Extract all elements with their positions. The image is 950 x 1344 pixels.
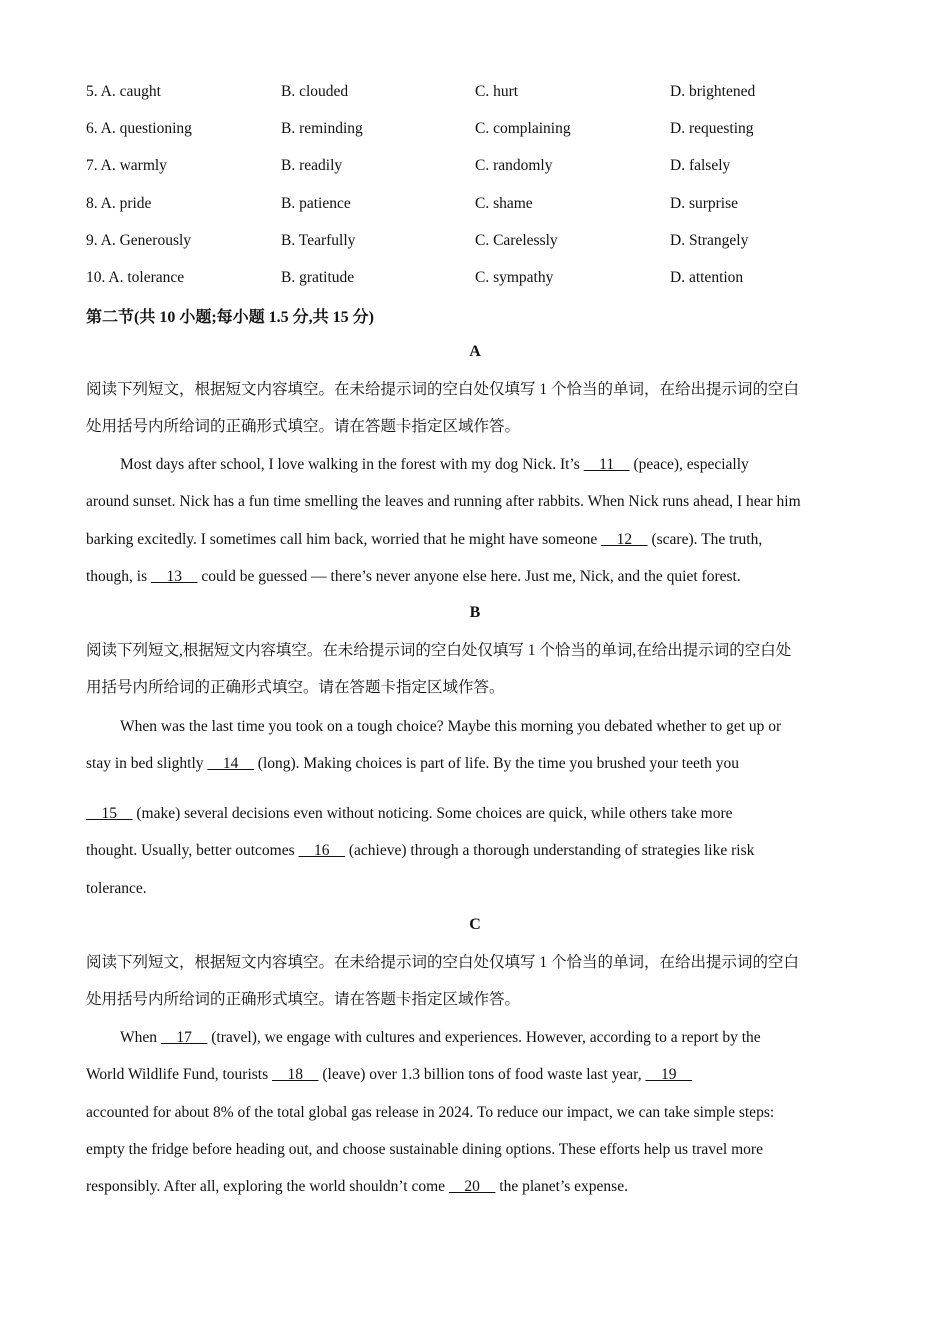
passage-a-instructions (86, 371, 861, 446)
option-b: B. reminding (281, 120, 363, 137)
text-line (86, 1168, 861, 1205)
passage-a-text (86, 446, 861, 595)
option-b: B. readily (281, 157, 343, 174)
passage-a-heading: A (469, 343, 481, 360)
text-line (86, 745, 861, 782)
option-c: C. Carelessly (475, 232, 558, 249)
option-c: C. complaining (475, 120, 571, 137)
option-b: B. clouded (281, 83, 349, 100)
passage-c-instructions (86, 944, 861, 1019)
option-c: C. randomly (475, 157, 553, 174)
option-d: D. attention (670, 269, 744, 286)
text-line (86, 521, 861, 558)
passage-b-text-bottom (86, 795, 861, 907)
option-row-9 (86, 232, 866, 254)
passage-b-text-top (86, 708, 861, 783)
option-d: D. requesting (670, 120, 754, 137)
text-line (86, 1019, 861, 1056)
text: (make) several decisions even without noticing. Some choices are quick, while others take more (132, 805, 733, 822)
text-line (86, 832, 861, 869)
option-c: C. sympathy (475, 269, 554, 286)
option-row-8 (86, 195, 866, 217)
instruction-line: 阅读下列短文，根据短文内容填空。在未给提示词的空白处仅填写 1 个恰当的单词，在给出提示词的空白 (86, 381, 800, 398)
option-row-6 (86, 120, 866, 142)
instruction-line: 阅读下列短文,根据短文内容填空。在未给提示词的空白处仅填写 1 个恰当的单词,在给出提示词的空白处 (86, 642, 792, 659)
text: (scare). The truth, (647, 530, 763, 548)
option-d: D. brightened (670, 83, 756, 100)
text: (achieve) through a thorough understanding of strategies like risk (345, 842, 755, 860)
text: Most days after school, I love walking in the forest with my dog Nick. It’s (120, 456, 584, 473)
text-line: tolerance. (86, 879, 147, 897)
text-line: empty the fridge before heading out, and choose sustainable dining options. These efforts help us travel more (86, 1140, 763, 1158)
option-a: 10. A. tolerance (86, 269, 185, 286)
text: barking excitedly. I sometimes call him back, worried that he might have someone (86, 530, 602, 548)
blank-17: 17 (160, 1029, 208, 1046)
option-b: B. patience (281, 195, 351, 212)
option-a: 9. A. Generously (86, 232, 192, 249)
option-row-10 (86, 269, 866, 291)
text: responsibly. After all, exploring the world shouldn’t come (86, 1178, 449, 1196)
option-d: D. Strangely (670, 232, 749, 249)
blank-11: 11 (583, 456, 630, 473)
instruction-line: 用括号内所给词的正确形式填空。请在答题卡指定区域作答。 (86, 679, 505, 697)
option-b: B. gratitude (281, 269, 355, 286)
blank-12: 12 (601, 530, 648, 548)
blank-14: 14 (207, 755, 254, 773)
blank-16: 16 (298, 842, 346, 860)
instruction-line: 阅读下列短文，根据短文内容填空。在未给提示词的空白处仅填写 1 个恰当的单词，在给出提示词的空白 (86, 954, 800, 971)
option-row-7 (86, 157, 866, 179)
text: could be guessed — there’s never anyone else here. Just me, Nick, and the quiet forest. (197, 567, 741, 585)
text: the planet’s expense. (495, 1178, 628, 1196)
text-line (86, 795, 861, 832)
section-title: 第二节(共 10 小题;每小题 1.5 分,共 15 分) (86, 309, 374, 326)
text: World Wildlife Fund, tourists (86, 1066, 272, 1084)
passage-b-heading: B (469, 604, 481, 621)
text: (peace), especially (629, 456, 749, 473)
option-a: 6. A. questioning (86, 120, 192, 137)
option-d: D. falsely (670, 157, 731, 174)
option-d: D. surprise (670, 195, 739, 212)
blank-13: 13 (151, 567, 198, 585)
blank-19: 19 (645, 1066, 692, 1084)
passage-c-heading: C (469, 916, 481, 933)
blank-15: 15 (86, 805, 133, 822)
text: though, is (86, 567, 152, 585)
option-c: C. shame (475, 195, 533, 212)
text-line: When was the last time you took on a tough choice? Maybe this morning you debated whether to get up or (120, 718, 782, 735)
option-a: 8. A. pride (86, 195, 152, 212)
text: (travel), we engage with cultures and experiences. However, according to a report by the (207, 1029, 761, 1046)
text-line: accounted for about 8% of the total global gas release in 2024. To reduce our impact, we can take simple steps: (86, 1103, 775, 1121)
text: stay in bed slightly (86, 755, 208, 773)
text: (leave) over 1.3 billion tons of food waste last year, (318, 1066, 646, 1084)
option-a: 7. A. warmly (86, 157, 167, 174)
text-line: around sunset. Nick has a fun time smelling the leaves and running after rabbits. When Nick runs ahead, I hear him (86, 493, 801, 511)
text-line (86, 446, 861, 483)
passage-c-text (86, 1019, 861, 1205)
instruction-line: 处用括号内所给词的正确形式填空。请在答题卡指定区域作答。 (86, 418, 521, 436)
text: thought. Usually, better outcomes (86, 842, 299, 860)
option-c: C. hurt (475, 83, 519, 100)
option-b: B. Tearfully (281, 232, 356, 249)
text: When (120, 1029, 161, 1046)
option-a: 5. A. caught (86, 83, 161, 100)
blank-18: 18 (272, 1066, 319, 1084)
passage-b-instructions (86, 632, 861, 707)
instruction-line: 处用括号内所给词的正确形式填空。请在答题卡指定区域作答。 (86, 991, 521, 1009)
text: (long). Making choices is part of life. By the time you brushed your teeth you (253, 755, 740, 773)
text-line (86, 558, 861, 595)
option-row-5 (86, 83, 866, 105)
text-line (86, 1056, 861, 1093)
blank-20: 20 (448, 1178, 496, 1196)
